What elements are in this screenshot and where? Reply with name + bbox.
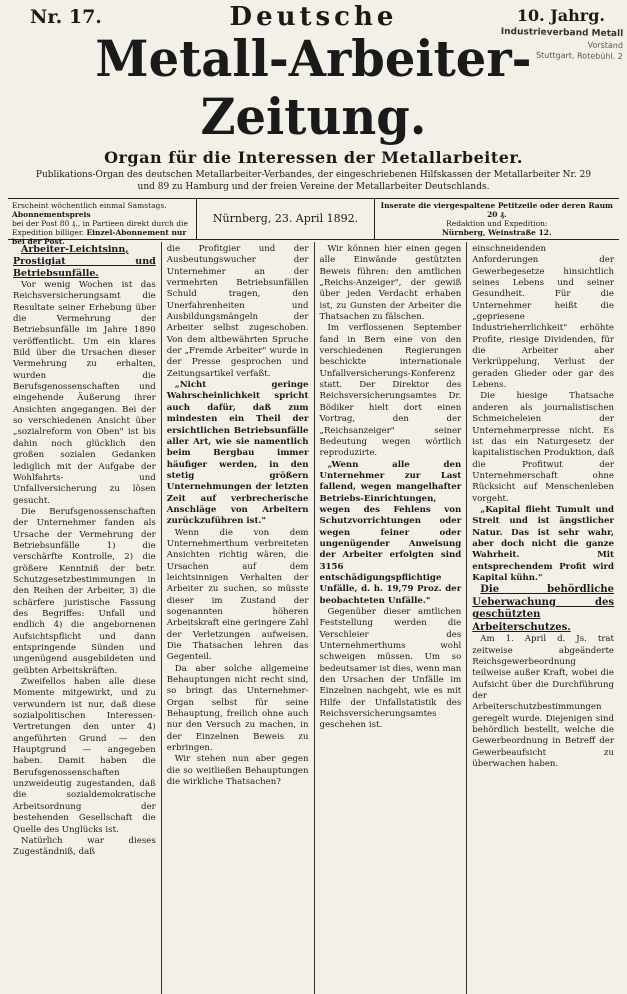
newspaper-title: Metall-Arbeiter-Zeitung. — [95, 29, 532, 146]
volume-year: 10. Jahrg. — [516, 6, 605, 25]
newspaper-subtitle: Organ für die Interessen der Metallarbeiter. — [104, 148, 523, 167]
col2-paragraph-4: Wir stehen nun aber gegen die so weitließen Behauptungen die wirkliche Thatsachen? — [166, 754, 309, 788]
title-top-line: Deutsche — [229, 2, 398, 32]
subscription-line-1: Erscheint wöchentlich einmal Samstags. — [12, 201, 167, 210]
date-place: Nürnberg, 23. April 1892. — [197, 199, 374, 239]
subscription-line-2: Abonnementspreis — [12, 210, 91, 219]
col2-quote: „Nicht geringe Wahrscheinlichkeit spricht auch dafür, daß zum mindesten ein Theil der ersichtlichen Betriebsunfälle aller Art, wie sie namentlich beim Bergbau immer häufiger werden, in den stetig größern Unternehmungen der letzten Zeit auf verbrecherische Anschläge von Arbeitern zurückzuführen ist." — [166, 380, 309, 527]
col3-paragraph-2: Im verflossenen September fand in Bern eine von den verschiedenen Regierungen beschickte internationale Unfallversicherungs-Konferenz statt. Der Direktor des Reichsversicherungsamtes Dr. Bödiker hielt dort einen Vortrag, den der „Reichsanzeiger" seiner Bedeutung wegen wörtlich reproduzirte. — [319, 323, 462, 459]
col3-paragraph-1: Wir können hier einen gegen alle Einwände gestützten Beweis führen: den amtlichen „Reichs-Anzeiger", der gewiß über jeden Verdacht erhaben ist, zu Gunsten der Arbeiter die Thatsachen zu fälschen. — [319, 244, 462, 323]
article-columns — [8, 242, 619, 994]
column-2 — [161, 242, 314, 994]
col3-paragraph-3: Gegenüber dieser amtlichen Feststellung werden die Verschleier des Unternehmerthums wohl schweigen müssen. Um so bedeutsamer ist dies, wenn man den Ursachen der Unfälle im Einzelnen nachgeht, wie es mit Hilfe der Unfallstatistik des Reichsversicherungsamtes geschehen ist. — [319, 607, 462, 731]
col2-paragraph-2: Wenn die von dem Unternehmerthum verbreiteten Ansichten richtig wären, die Ursachen auf dem leichtsinnigen Verhalten der Arbeiter zu suchen, so müsste dieser im Zustand der sogenannten höheren Arbeitskraft eine geringere Zahl der Verletzungen aufweisen. Die Thatsachen lehren das Gegenteil. — [166, 527, 309, 663]
advert-line-2: Redaktion und Expedition: — [446, 219, 548, 228]
col1-paragraph-1: Vor wenig Wochen ist das Reichsversicherungsamt die Resultate seiner Erhebung über die Vermehrung der Betriebsunfälle im Jahre 1890 veröffentlicht. Um ein klares Bild über die Ursachen dieser Vermehrung zu erhalten, wurden die Berufsgenossenschaften und eingehende Äußerung ihrer Ansichten angegangen. Bei der so verschiedenen Ansicht über „sozialreform von Oben" ist bis dahin noch glücklich den großen sozialen Gedanken lediglich mit der Aufgabe der Wohlfahrts- und Unfallversicherung zu lösen gesucht. — [13, 280, 156, 506]
column-1 — [8, 242, 161, 994]
column-3 — [314, 242, 467, 994]
stamp-line-1: Industrieverband Metall — [500, 26, 624, 40]
advert-line-1: Inserate die viergespaltene Petitzeile oder deren Raum 20 ₰. — [380, 201, 613, 219]
stamp-line-3: Stuttgart, Rotebühl. 2 — [535, 50, 623, 62]
column-4 — [466, 242, 619, 994]
info-bar — [8, 198, 619, 246]
subscription-info — [8, 199, 197, 246]
col4-quote: „Kapital flieht Tumult und Streit und ist ängstlicher Natur. Das ist sehr wahr, aber doch nicht die ganze Wahrheit. Mit entsprechendem Profit wird Kapital kühn." — [472, 504, 614, 583]
col4-paragraph-2: Die hiesige Thatsache anderen als journalistischen Schmeicheleien der Unternehmerpresse nicht. Es ist das ein Naturgesetz der kapitalistischen Produktion, daß die Profitwut der Unternehmerschaft ohne Rücksicht auf Menschenleben vorgeht. — [472, 391, 614, 504]
col1-paragraph-4: Natürlich war dieses Zugeständniß, daß — [13, 835, 156, 858]
masthead-top — [8, 2, 619, 32]
advert-line-3: Nürnberg, Weinstraße 12. — [441, 228, 552, 237]
col3-quote: „Wenn alle den Unternehmer zur Last fallend, wegen mangelhafter Betriebs-Einrichtungen, wegen des Fehlens von Schutzvorrichtungen oder wegen feiner oder ungenügender Anweisung der Arbeiter erfolgten sind 3156 entschädigungspflichtige Unfälle, d. h. 19,79 Proz. der beobachteten Unfälle." — [319, 459, 462, 606]
subscription-line-3: bei der Post 80 ₰., in Partieen direkt durch die Expedition billiger. — [12, 219, 188, 237]
issue-number: Nr. 17. — [30, 6, 102, 28]
col1-paragraph-3: Zweifellos haben alle diese Momente mitgewirkt, und zu verwundern ist nur, daß diese sozialpolitischen Interessen-Vertretungen den unter 4) angeführten Grund — den Hauptgrund — angegeben haben. Damit haben die Berufsgenossenschaften unzweideutig zugestanden, daß die sozialdemokratische Arbeitsordnung der bestehenden Gesellschaft die Quelle des Unglücks ist. — [13, 677, 156, 835]
col2-paragraph-1: die Profitgier und der Ausbeutungswucher der Unternehmer an der vermehrten Betriebsunfällen Schuld tragen, den Unerfahrenheiten und Ausbildungsmängeln der Arbeiter selbst zugeschoben. Von dem altbewährten Spruche der „Fremde Arbeiter" wurde in der Presse gesprochen und Zeitungsartikel verfaßt. — [166, 244, 309, 379]
article-headline: Arbeiter-Leichtsinn, Prostigiat und Betriebsunfälle. — [13, 244, 156, 279]
stamp-line-2: Vorstand — [587, 40, 624, 51]
col4-paragraph-4: Am 1. April d. Js. trat zeitweise abgeänderte Reichsgewerbeordnung teilweise außer Kraft, wobei die Aufsicht über die Durchführung der Arbeiterschutzbestimmungen geregelt wurde. Diejenigen sind behördlich bestellt, welche die Gewerbeordnung in Betreff der Gewerbeaufsicht zu überwachen haben. — [472, 634, 614, 770]
publication-line: Publikations-Organ des deutschen Metallarbeiter-Verbandes, der eingeschriebenen Hilfskassen der Metallarbeiter Nr. 29 und 89 zu Hamburg und der freien Vereine der Metallarbeiter Deutschlands. — [35, 170, 592, 192]
col1-paragraph-2: Die Berufsgenossenschaften der Unternehmer fanden als Ursache der Vermehrung der Betriebsunfälle 1) die verschärfte Kontrolle, 2) die größere Kenntniß der betr. Schutzgesetzbestimmungen in den Reihen der Arbeiter, 3) die schärfere juristische Fassung des Begriffes: Unfall und endlich 4) die angebornenen Aufsichtspflicht und dann entspringende Sünden und ungenügend ausgebildeten und geübten Arbeitskräften. — [13, 506, 156, 676]
second-article-headline: Die behördliche Ueberwachung des geschützten Arbeiterschutzes. — [472, 584, 614, 633]
col4-paragraph-1: einschneidenden Anforderungen der Gewerbegesetze hinsichtlich seines Lebens und seiner Gesundheit. Für die Unternehmer heißt die „gepriesene Industrieherrlichkeit" erhöhte Profite, riesige Dividenden, für die Arbeiter aber Verkrüppelung, Verlust der geraden Glieder oder gar des Lebens. — [472, 244, 614, 391]
col2-paragraph-3: Da aber solche allgemeine Behauptungen nicht recht sind, so bringt das Unternehmer-Organ selbst für seine Behauptung, freilich ohne auch nur den Versuch zu machen, in der Einzelnen Beweis zu erbringen. — [166, 663, 309, 754]
subscription-line-4: Einzel-Abonnement nur bei der Post. — [12, 228, 187, 246]
advertising-info — [375, 199, 619, 239]
